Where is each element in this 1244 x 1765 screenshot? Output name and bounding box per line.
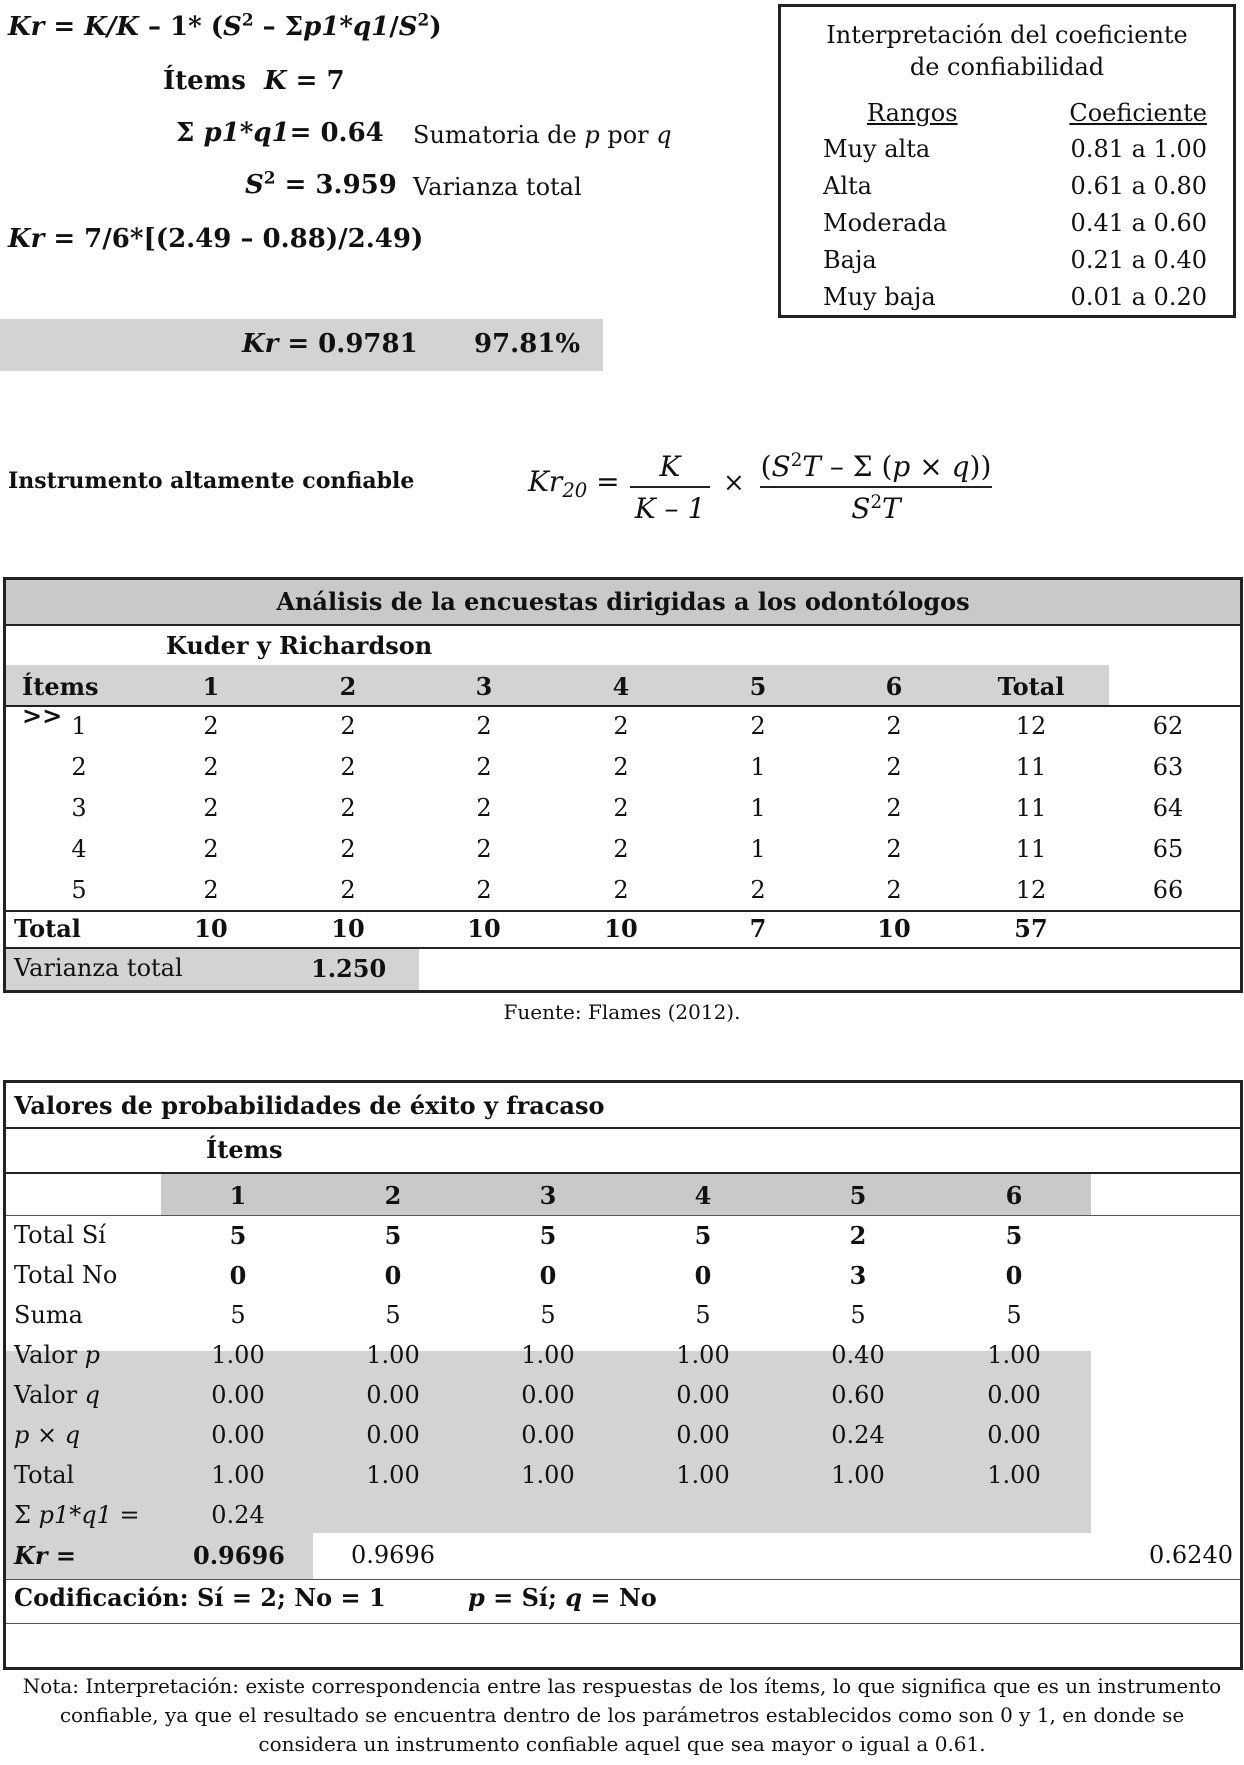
kr-calculation: Kr = 7/6*[(2.49 – 0.88)/2.49) — [8, 224, 424, 254]
row-label-total-si: Total Sí — [14, 1221, 106, 1249]
table2-cell: 0 — [1005, 1261, 1023, 1290]
coding-pq: p = Sí; q = No — [468, 1583, 657, 1612]
interpretation-note: Nota: Interpretación: existe correspondencia entre las respuestas de los ítems, lo que significa que es un instrumento confiable, ya que el resultado se encuentra dentro de los parámetros establecidos como son 0 y 1, en donde se considera un instrumento confiable aquel que sea mayor o igual a 0.61. — [22, 1674, 1222, 1756]
table2-cell: 5 — [1005, 1221, 1023, 1250]
table2-cell: 1.00 — [676, 1341, 730, 1369]
table2-cell: 0 — [384, 1261, 402, 1290]
table1-cell: 2 — [750, 876, 766, 904]
probability-table — [3, 1080, 1243, 1670]
table1-cell: 2 — [476, 876, 492, 904]
table2-cell: 0.40 — [831, 1341, 885, 1369]
table1-cell: 2 — [613, 876, 629, 904]
table2-cell: 0 — [694, 1261, 712, 1290]
table1-header-cell: 2 — [339, 672, 357, 701]
table1-cell: 2 — [476, 835, 492, 863]
table1-cell: 62 — [1152, 712, 1184, 740]
table2-cell: 0.00 — [366, 1421, 420, 1449]
table1-cell: 2 — [613, 712, 629, 740]
table1-cell: 2 — [886, 753, 902, 781]
table1-cell: 12 — [1015, 876, 1047, 904]
interp-row: Muy alta 0.81 a 1.00 — [823, 135, 1207, 163]
table1-cell: 5 — [71, 876, 87, 904]
table1-total-cell: 10 — [194, 914, 228, 943]
interp-row: Moderada 0.41 a 0.60 — [823, 209, 1207, 237]
table1-total-label: Total — [14, 914, 81, 943]
table2-cell: 0.00 — [676, 1421, 730, 1449]
table2-cell: 1.00 — [211, 1341, 265, 1369]
table2-cell: 0.00 — [521, 1421, 575, 1449]
table2-cell: 3 — [539, 1181, 557, 1210]
table2-cell: 5 — [694, 1221, 712, 1250]
table1-header-cell: Total — [997, 672, 1065, 701]
sum-pq-value: 0.24 — [211, 1501, 265, 1529]
col-coef-header: Coeficiente — [1069, 99, 1207, 127]
row-label-valor-q: Valor q — [14, 1381, 101, 1409]
kr20-fraction-2: ($S^2T$ – Σ (p × q)) $S^2T$ — [760, 450, 992, 525]
col-range-header: Rangos — [867, 99, 958, 127]
table1-total-cell: 10 — [331, 914, 365, 943]
table1-cell: 12 — [1015, 712, 1047, 740]
table1-cell: 11 — [1015, 794, 1047, 822]
table2-cell: 0.60 — [831, 1381, 885, 1409]
table2-cell: 5 — [695, 1301, 711, 1329]
table2-cell: 0.00 — [521, 1381, 575, 1409]
table2-cell: 0.00 — [366, 1381, 420, 1409]
row-label-valor-p: Valor p — [14, 1341, 101, 1369]
table1-header-cell: 6 — [885, 672, 903, 701]
table1-header-items: Ítems >> — [22, 672, 99, 730]
kr-formula: Kr = K/K – 1* $(S^2 - \Sigma p1*q1/S^2)$ — [8, 9, 442, 42]
table1-cell: 2 — [340, 876, 356, 904]
kr-result: Kr = 0.9781 — [242, 329, 418, 359]
table1-cell: 1 — [750, 835, 766, 863]
variance-description: Varianza total — [413, 173, 582, 201]
table1-cell: 2 — [340, 835, 356, 863]
table2-cell: 5 — [385, 1301, 401, 1329]
table2-cell: 5 — [229, 1221, 247, 1250]
table1-cell: 4 — [71, 835, 87, 863]
table1-cell: 66 — [1152, 876, 1184, 904]
table1-cell: 2 — [750, 712, 766, 740]
table1-subtitle: Kuder y Richardson — [166, 631, 433, 660]
table1-cell: 63 — [1152, 753, 1184, 781]
table1-cell: 2 — [476, 794, 492, 822]
table1-cell: 1 — [750, 794, 766, 822]
kr-value-3: 0.6240 — [1149, 1541, 1233, 1569]
table1-cell: 2 — [886, 835, 902, 863]
table2-cell: 1.00 — [987, 1461, 1041, 1489]
table1-header-cell: 5 — [749, 672, 767, 701]
table1-cell: 2 — [203, 876, 219, 904]
table2-cell: 5 — [849, 1181, 867, 1210]
table2-cell: 1.00 — [211, 1461, 265, 1489]
table2-cell: 1.00 — [521, 1461, 575, 1489]
table2-cell: 5 — [1006, 1301, 1022, 1329]
sum-pq-line: Σ p1*q1= 0.64 — [176, 118, 384, 148]
table1-cell: 2 — [340, 794, 356, 822]
conclusion-text: Instrumento altamente confiable — [8, 468, 415, 494]
variance-value: 1.250 — [311, 954, 387, 983]
table1-cell: 2 — [886, 794, 902, 822]
row-label-suma: Suma — [14, 1301, 83, 1329]
table2-cell: 0.00 — [676, 1381, 730, 1409]
table1-cell: 2 — [340, 753, 356, 781]
kr-analysis-table — [3, 577, 1243, 993]
table1-header-cell: 1 — [202, 672, 220, 701]
table2-cell: 1.00 — [987, 1341, 1041, 1369]
table1-cell: 2 — [476, 712, 492, 740]
table1-cell: 11 — [1015, 835, 1047, 863]
table1-total-cell: 10 — [467, 914, 501, 943]
row-label-total-no: Total No — [14, 1261, 118, 1289]
variance-label: Varianza total — [14, 954, 183, 982]
table1-source: Fuente: Flames (2012). — [503, 1000, 741, 1024]
table1-cell: 2 — [340, 712, 356, 740]
row-label-total: Total — [14, 1461, 75, 1489]
interpretation-title: Interpretación del coeficiente de confiabilidad — [826, 21, 1188, 81]
table2-cell: 5 — [850, 1301, 866, 1329]
kr-value-1: 0.9696 — [193, 1541, 285, 1570]
table2-cell: 5 — [539, 1221, 557, 1250]
row-label-pxq: p × q — [14, 1421, 81, 1449]
table1-cell: 64 — [1152, 794, 1184, 822]
table1-total-cell: 10 — [604, 914, 638, 943]
table2-cell: 1.00 — [366, 1461, 420, 1489]
table2-cell: 6 — [1005, 1181, 1023, 1210]
table2-cell: 1 — [229, 1181, 247, 1210]
kr-result-percent: 97.81% — [474, 329, 581, 359]
table2-header-band — [161, 1174, 1091, 1215]
table1-cell: 2 — [203, 753, 219, 781]
table1-title: Análisis de la encuestas dirigidas a los odontólogos — [6, 580, 1240, 626]
table1-cell: 1 — [750, 753, 766, 781]
table1-header-cell: 4 — [612, 672, 630, 701]
table1-cell: 2 — [203, 835, 219, 863]
table1-cell: 2 — [886, 876, 902, 904]
table2-cell: 0.00 — [211, 1421, 265, 1449]
table1-cell: 2 — [203, 794, 219, 822]
kr20-times: × — [723, 468, 745, 498]
table1-cell: 2 — [203, 712, 219, 740]
coding-label: Codificación: Sí = 2; No = 1 — [14, 1583, 386, 1612]
table2-cell: 1.00 — [366, 1341, 420, 1369]
table1-total-cell: 10 — [877, 914, 911, 943]
table2-cell: 0.00 — [211, 1381, 265, 1409]
sum-pq-description: Sumatoria de p por q — [413, 121, 672, 149]
table2-cell: 4 — [694, 1181, 712, 1210]
table1-header-cell: 3 — [475, 672, 493, 701]
table2-cell: 3 — [849, 1261, 867, 1290]
row-label-sum-pq: Σ p1*q1 = — [14, 1501, 140, 1529]
table2-cell: 0 — [539, 1261, 557, 1290]
table1-cell: 2 — [613, 835, 629, 863]
table2-items-label: Ítems — [206, 1135, 283, 1164]
kr20-fraction-1: K K – 1 — [630, 448, 710, 530]
table2-cell: 5 — [540, 1301, 556, 1329]
table2-cell: 0.00 — [987, 1421, 1041, 1449]
variance-line: $S^2 = 3.959$ — [245, 167, 397, 200]
interp-row: Baja 0.21 a 0.40 — [823, 246, 1207, 274]
table2-title: Valores de probabilidades de éxito y fracaso — [14, 1091, 605, 1120]
table1-cell: 3 — [71, 794, 87, 822]
table2-cell: 5 — [230, 1301, 246, 1329]
table2-cell: 2 — [849, 1221, 867, 1250]
table2-cell: 1.00 — [521, 1341, 575, 1369]
table1-cell: 2 — [476, 753, 492, 781]
table2-cell: 1.00 — [676, 1461, 730, 1489]
table1-total-cell: 57 — [1014, 914, 1048, 943]
table1-cell: 1 — [71, 712, 87, 740]
table1-cell: 2 — [886, 712, 902, 740]
interp-row: Alta 0.61 a 0.80 — [823, 172, 1207, 200]
table1-cell: 2 — [613, 794, 629, 822]
table2-cell: 0.24 — [831, 1421, 885, 1449]
interpretation-box — [778, 4, 1236, 318]
table1-total-cell: 7 — [749, 914, 767, 943]
items-k-line: Ítems K = 7 — [163, 66, 345, 96]
table2-cell: 0.00 — [987, 1381, 1041, 1409]
table1-cell: 11 — [1015, 753, 1047, 781]
interp-row: Muy baja 0.01 a 0.20 — [823, 283, 1207, 311]
table1-cell: 2 — [613, 753, 629, 781]
table1-cell: 2 — [71, 753, 87, 781]
kr-value-2: 0.9696 — [351, 1541, 435, 1569]
kr20-lhs: $Kr_{20}$ = — [528, 465, 620, 502]
table2-cell: 0 — [229, 1261, 247, 1290]
table2-cell: 1.00 — [831, 1461, 885, 1489]
table2-cell: 5 — [384, 1221, 402, 1250]
row-label-kr: Kr = — [14, 1541, 76, 1570]
table2-cell: 2 — [384, 1181, 402, 1210]
table1-cell: 65 — [1152, 835, 1184, 863]
